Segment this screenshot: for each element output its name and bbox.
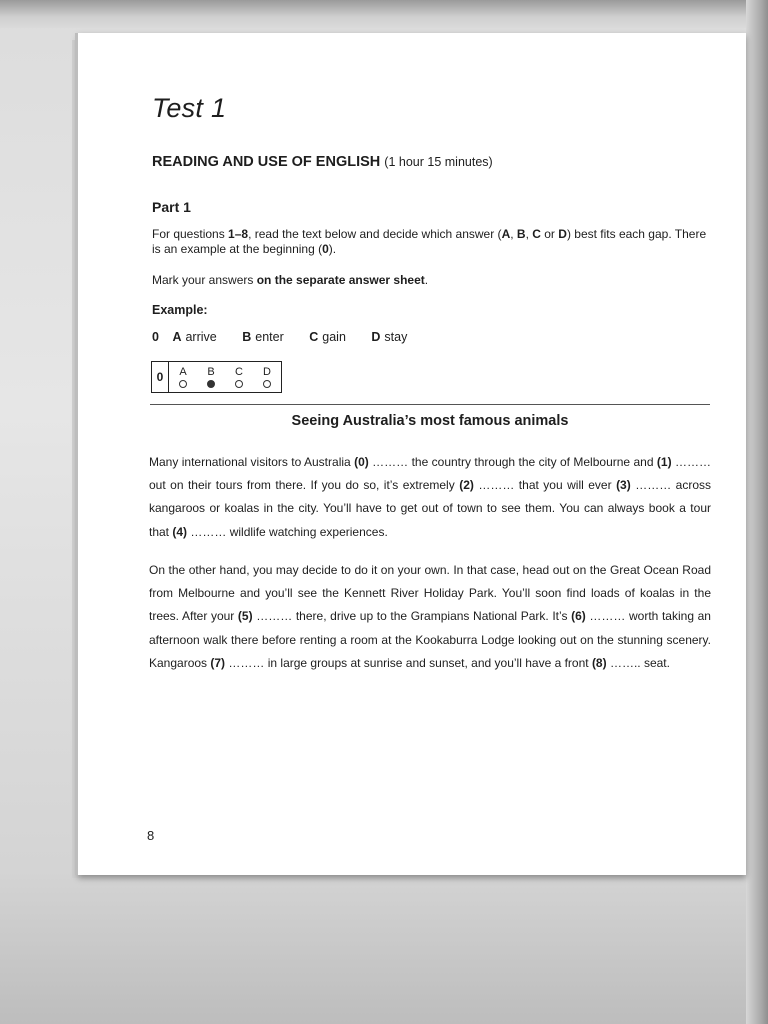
answer-cell-c: C xyxy=(225,362,253,392)
answer-bubble xyxy=(235,380,243,388)
example-option-b: B enter xyxy=(242,330,284,344)
mark-answers-instruction: Mark your answers on the separate answer sheet. xyxy=(152,273,429,287)
passage-title: Seeing Australia’s most famous animals xyxy=(291,413,569,429)
test-title: Test 1 xyxy=(152,93,227,123)
page-number: 8 xyxy=(147,828,155,843)
example-answer-grid xyxy=(151,361,282,393)
answer-cell-d: D xyxy=(253,362,281,392)
passage-paragraph-2: On the other hand, you may decide to do it on your own. In that case, head out on the Great Ocean Road from Melbourne and you’ll see the Kennett River Holiday Park. You’ll soon find loads of koalas in the trees. After your (5) ……… there, drive up to the Grampians National Park. It’s (6) ……… worth taking an afternoon walk there before renting a room at the Kookaburra Lodge looking out on the stunning scenery. Kangaroos (7) ……… in large groups at sunrise and sunset, and you’ll have a front (8) …….. seat. xyxy=(149,563,711,670)
example-options xyxy=(152,330,429,344)
part-title: Part 1 xyxy=(152,199,191,215)
section-duration: (1 hour 15 minutes) xyxy=(384,155,493,169)
example-option-c: C gain xyxy=(309,330,346,344)
answer-cell-b: B xyxy=(197,362,225,392)
answer-bubble xyxy=(179,380,187,388)
example-option-d: D stay xyxy=(371,330,408,344)
instructions: For questions 1–8, read the text below and decide which answer (A, B, C or D) best fits each gap. There is an example at the beginning (0). xyxy=(152,227,707,256)
answer-grid-number: 0 xyxy=(152,362,169,392)
answer-bubble xyxy=(263,380,271,388)
example-label: Example: xyxy=(152,303,208,317)
passage-paragraph-1: Many international visitors to Australia (0) ……… the country through the city of Melbourne and (1) ……… out on their tours from there. If you do so, it’s extremely (2) ……… that you will ever (3) ……… across kangaroos or koalas in the city. You’ll have to get out of town to see them. You can always book a tour that (4) ……… wildlife watching experiences. xyxy=(149,455,712,539)
answer-cell-a: A xyxy=(169,362,197,392)
section-name: READING AND USE OF ENGLISH xyxy=(152,154,381,170)
scan-shadow-top xyxy=(0,0,768,28)
scan-shadow-right xyxy=(746,0,768,1024)
example-option-a: A arrive xyxy=(172,330,217,344)
divider xyxy=(150,404,710,405)
example-number: 0 xyxy=(152,330,159,344)
answer-bubble-filled xyxy=(207,380,215,388)
section-title xyxy=(152,154,493,170)
book-page xyxy=(78,33,746,875)
